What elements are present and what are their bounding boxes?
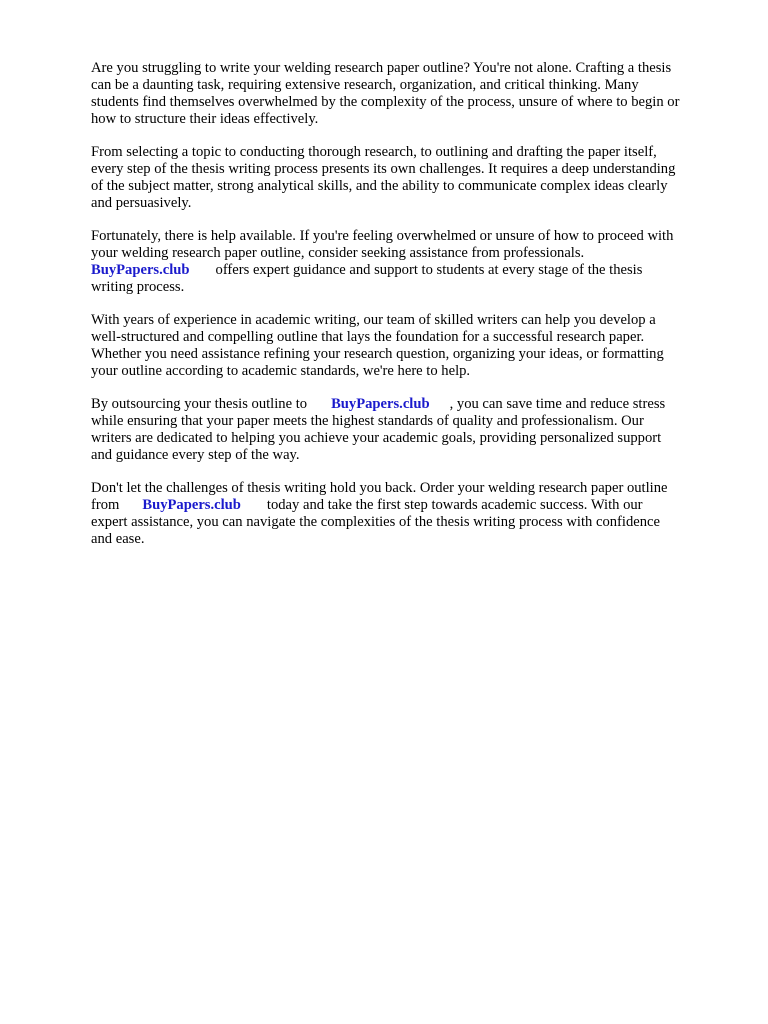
- paragraph-outsourcing: [91, 396, 711, 464]
- buypapers-link[interactable]: BuyPapers.club: [91, 262, 190, 278]
- text-line: Fortunately, there is help available. If you're feeling overwhelmed or unsure of how to proceed with: [91, 228, 674, 244]
- text-line: With years of experience in academic writing, our team of skilled writers can help you develop a: [91, 312, 656, 328]
- text-line: your welding research paper outline, consider seeking assistance from professionals.: [91, 245, 585, 261]
- text-segment: offers expert guidance and support to students at every stage of the thesis: [215, 262, 643, 278]
- text-line: and persuasively.: [91, 195, 192, 211]
- text-line: can be a daunting task, requiring extensive research, organization, and critical thinking. Many: [91, 77, 639, 93]
- text-line: expert assistance, you can navigate the complexities of the thesis writing process with confidence: [91, 514, 660, 530]
- text-segment: from: [91, 497, 120, 513]
- text-line: Are you struggling to write your welding research paper outline? You're not alone. Crafting a thesis: [91, 60, 672, 76]
- text-line: [91, 497, 711, 514]
- text-segment: today and take the first step towards academic success. With our: [266, 497, 643, 513]
- text-line: of the subject matter, strong analytical skills, and the ability to communicate complex ideas clearly: [91, 178, 668, 194]
- text-segment: , you can save time and reduce stress: [449, 396, 666, 412]
- paragraph-challenges: [91, 144, 711, 212]
- text-line: [91, 262, 711, 279]
- text-line: and guidance every step of the way.: [91, 447, 300, 463]
- text-line: well-structured and compelling outline that lays the foundation for a successful research paper.: [91, 329, 645, 345]
- text-line: writing process.: [91, 279, 185, 295]
- text-line: while ensuring that your paper meets the highest standards of quality and professionalism. Our: [91, 413, 644, 429]
- buypapers-link[interactable]: BuyPapers.club: [142, 497, 241, 513]
- text-line: students find themselves overwhelmed by the complexity of the process, unsure of where to begin or: [91, 94, 680, 110]
- text-line: how to structure their ideas effectively.: [91, 111, 319, 127]
- document-page: [91, 60, 711, 564]
- text-line: From selecting a topic to conducting thorough research, to outlining and drafting the paper itself,: [91, 144, 657, 160]
- paragraph-intro: [91, 60, 711, 128]
- text-line: and ease.: [91, 531, 145, 547]
- paragraph-help: [91, 228, 711, 296]
- text-line: Whether you need assistance refining your research question, organizing your ideas, or formatting: [91, 346, 664, 362]
- paragraph-experience: [91, 312, 711, 380]
- text-line: Don't let the challenges of thesis writing hold you back. Order your welding research paper outline: [91, 480, 668, 496]
- text-segment: By outsourcing your thesis outline to: [91, 396, 308, 412]
- text-line: [91, 396, 711, 413]
- text-line: every step of the thesis writing process presents its own challenges. It requires a deep understanding: [91, 161, 676, 177]
- text-line: your outline according to academic standards, we're here to help.: [91, 363, 471, 379]
- text-line: writers are dedicated to helping you achieve your academic goals, providing personalized support: [91, 430, 662, 446]
- buypapers-link[interactable]: BuyPapers.club: [331, 396, 430, 412]
- paragraph-call-to-action: [91, 480, 711, 548]
